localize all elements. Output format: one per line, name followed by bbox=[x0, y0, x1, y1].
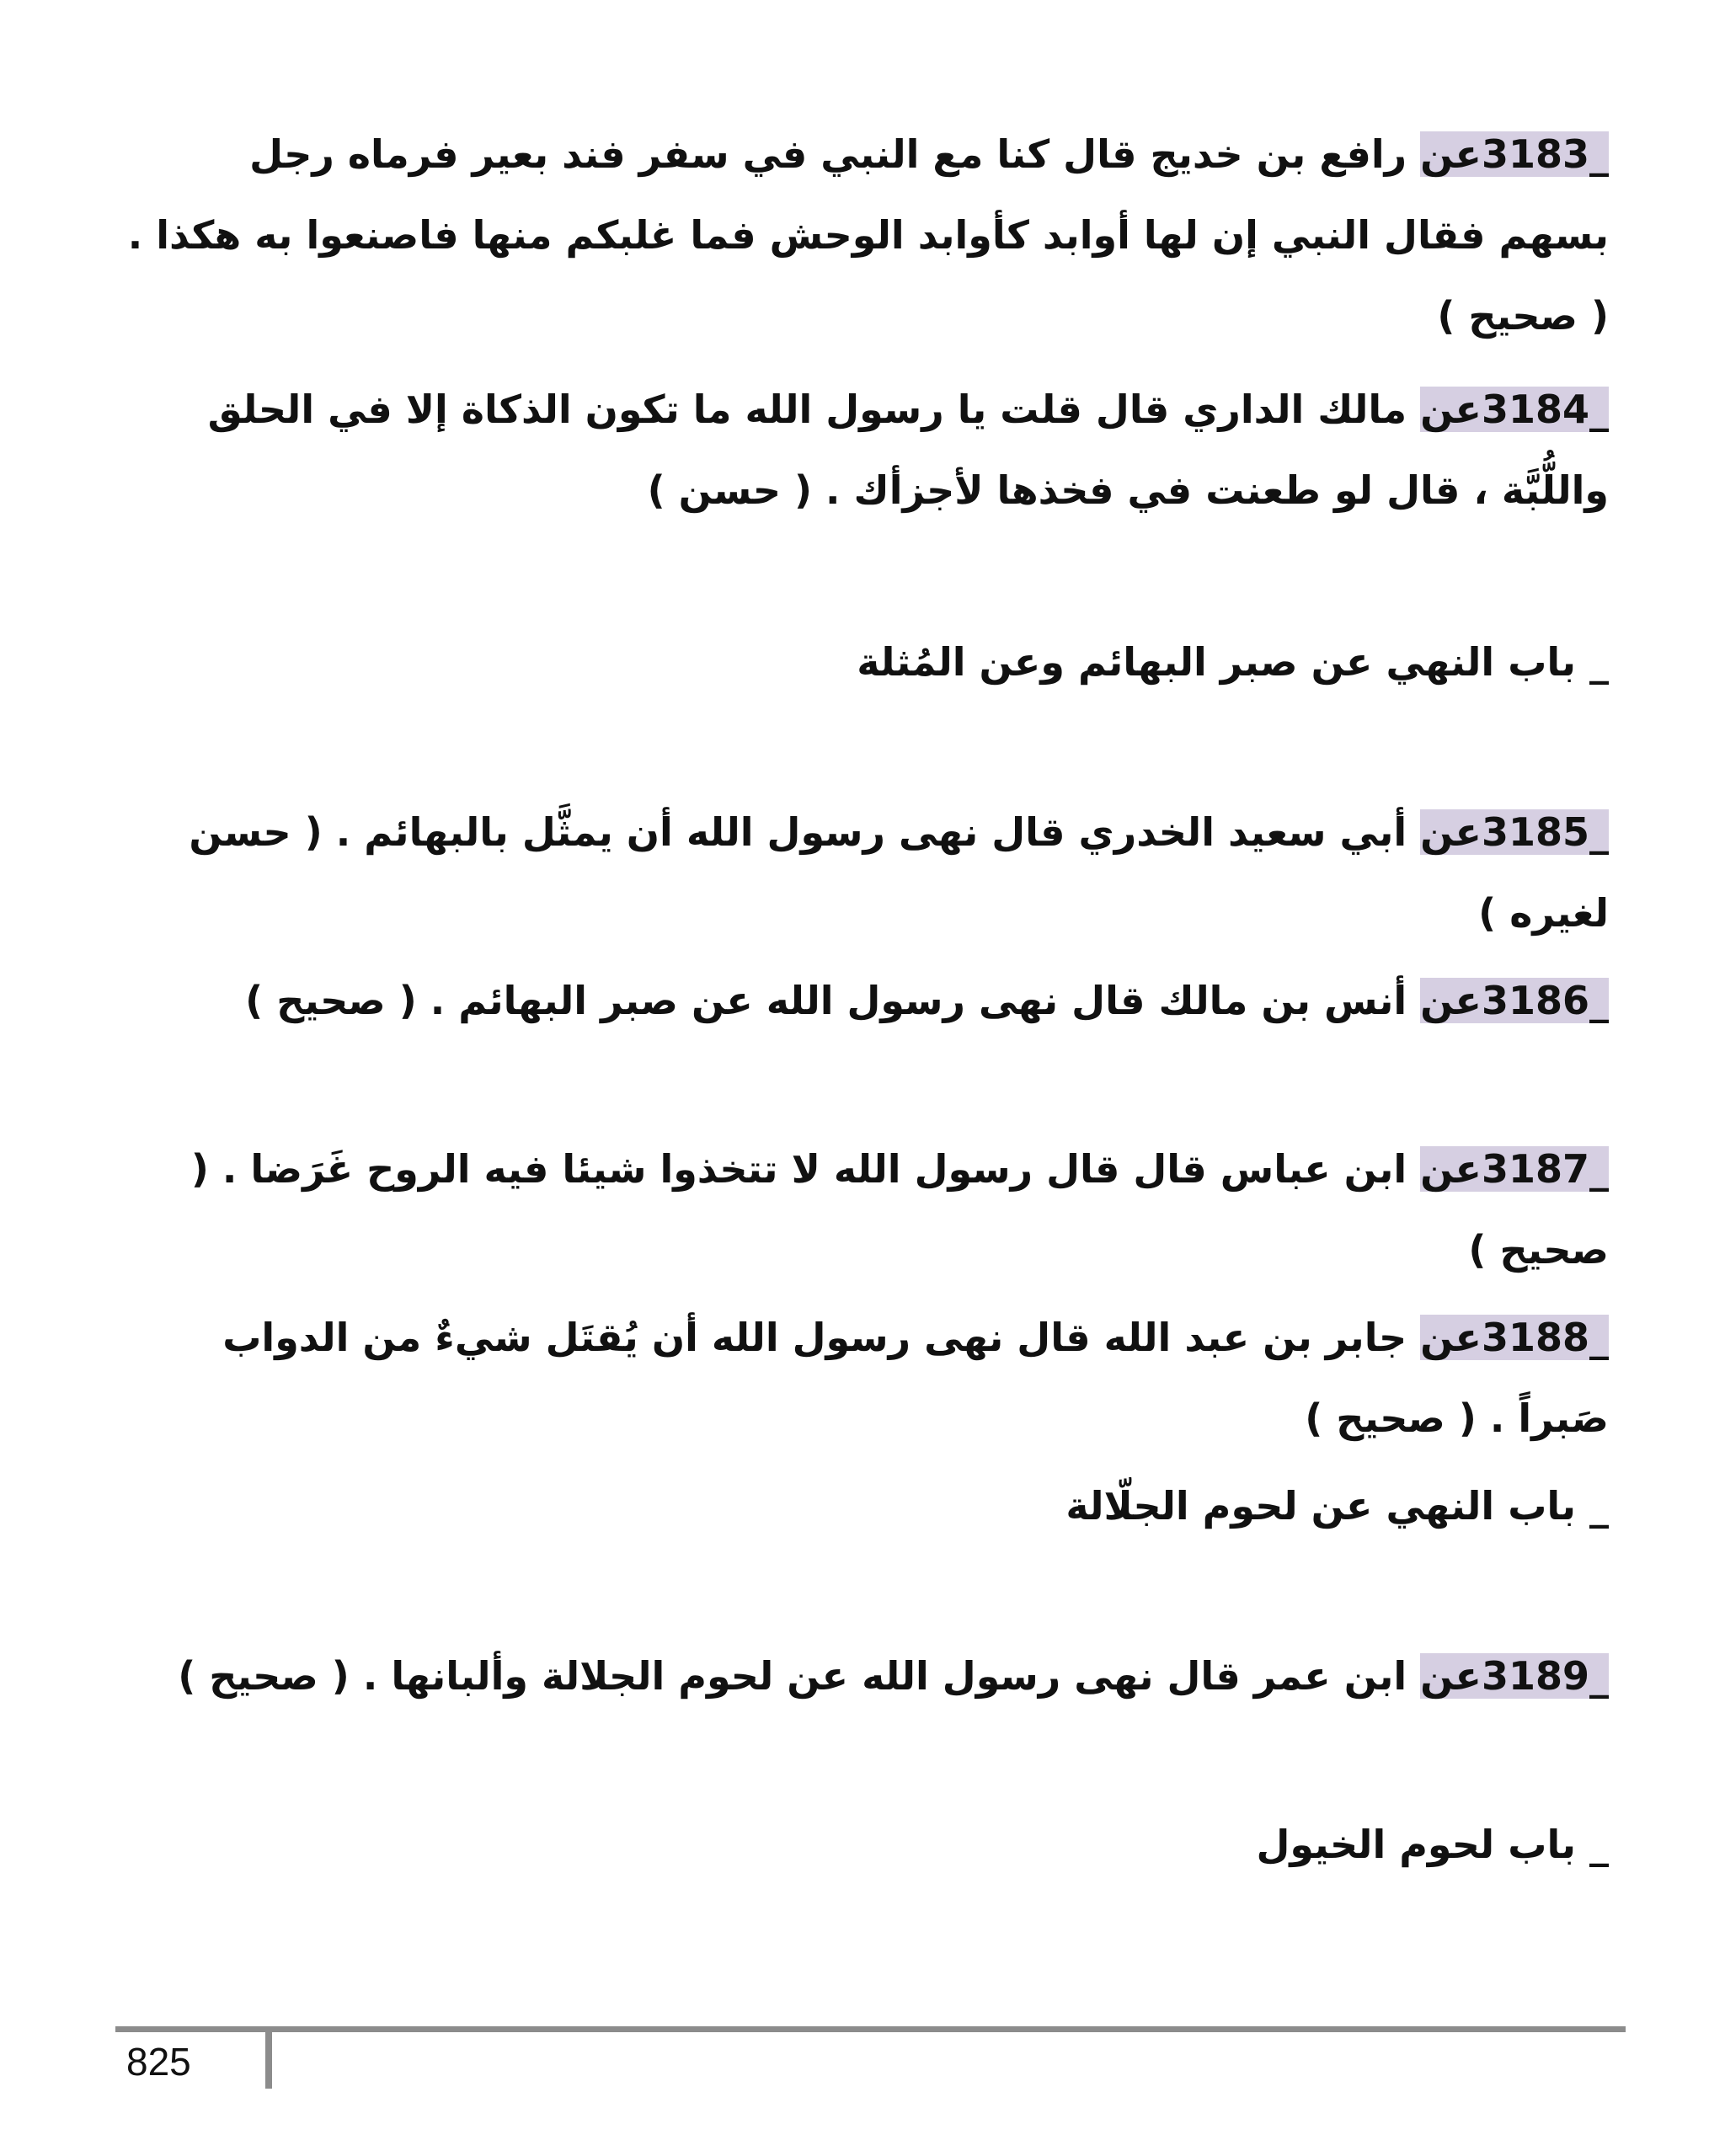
footer-divider-tick bbox=[265, 2026, 272, 2089]
hadith-narrator-prefix: عن bbox=[1420, 978, 1482, 1023]
hadith-narrator-prefix: عن bbox=[1420, 1146, 1482, 1192]
chapter-heading-text: _ باب لحوم الخيول bbox=[1256, 1822, 1609, 1867]
hadith-number: 3185_ bbox=[1481, 809, 1609, 855]
chapter-heading-text: _ باب النهي عن صبر البهائم وعن المُثلة bbox=[857, 639, 1609, 685]
hadith-number: 3189_ bbox=[1481, 1653, 1609, 1699]
hadith-3187 bbox=[126, 1129, 1609, 1290]
hadith-3189 bbox=[126, 1636, 1609, 1716]
hadith-number: 3186_ bbox=[1481, 978, 1609, 1023]
hadith-text: رافع بن خديج قال كنا مع النبي في سفر فند بعير فرماه رجل بسهم فقال النبي إن لها أوابد كأوابد الوحش فما غلبكم منها فاصنعوا به هكذا . ( صحيح ) bbox=[127, 131, 1609, 339]
hadith-narrator-prefix: عن bbox=[1420, 1315, 1482, 1360]
hadith-text: مالك الداري قال قلت يا رسول الله ما تكون الذكاة إلا في الحلق واللُّبَّة ، قال لو طعنت في فخذها لأجزأك . ( حسن ) bbox=[207, 387, 1609, 513]
hadith-number: 3188_ bbox=[1481, 1315, 1609, 1360]
hadith-number: 3187_ bbox=[1481, 1146, 1609, 1192]
hadith-text: ابن عباس قال قال رسول الله لا تتخذوا شيئا فيه الروح غَرَضا . ( صحيح ) bbox=[190, 1146, 1609, 1273]
footer-rule bbox=[115, 2026, 1626, 2032]
chapter-heading bbox=[126, 622, 1609, 702]
hadith-narrator-prefix: عن bbox=[1420, 809, 1482, 855]
page-number: 825 bbox=[126, 2040, 191, 2084]
hadith-3183 bbox=[126, 114, 1609, 356]
chapter-heading-text: _ باب النهي عن لحوم الجلّالة bbox=[1065, 1483, 1609, 1529]
hadith-text: أنس بن مالك قال نهى رسول الله عن صبر البهائم . ( صحيح ) bbox=[245, 978, 1421, 1023]
hadith-number: 3184_ bbox=[1481, 387, 1609, 432]
page-content bbox=[126, 0, 1609, 1937]
chapter-heading bbox=[126, 1465, 1609, 1546]
hadith-3185 bbox=[126, 792, 1609, 953]
hadith-narrator-prefix: عن bbox=[1420, 387, 1482, 432]
hadith-narrator-prefix: عن bbox=[1420, 131, 1482, 177]
chapter-heading bbox=[126, 1804, 1609, 1885]
hadith-3184 bbox=[126, 369, 1609, 531]
hadith-text: جابر بن عبد الله قال نهى رسول الله أن يُقتَل شيءٌ من الدواب صَبراً . ( صحيح ) bbox=[222, 1315, 1609, 1441]
hadith-3186 bbox=[126, 960, 1609, 1041]
hadith-3188 bbox=[126, 1297, 1609, 1459]
hadith-number: 3183_ bbox=[1481, 131, 1609, 177]
hadith-narrator-prefix: عن bbox=[1420, 1653, 1482, 1699]
hadith-text: ابن عمر قال نهى رسول الله عن لحوم الجلالة وألبانها . ( صحيح ) bbox=[178, 1653, 1421, 1699]
hadith-text: أبي سعيد الخدري قال نهى رسول الله أن يمثَّل بالبهائم . ( حسن لغيره ) bbox=[189, 809, 1609, 936]
